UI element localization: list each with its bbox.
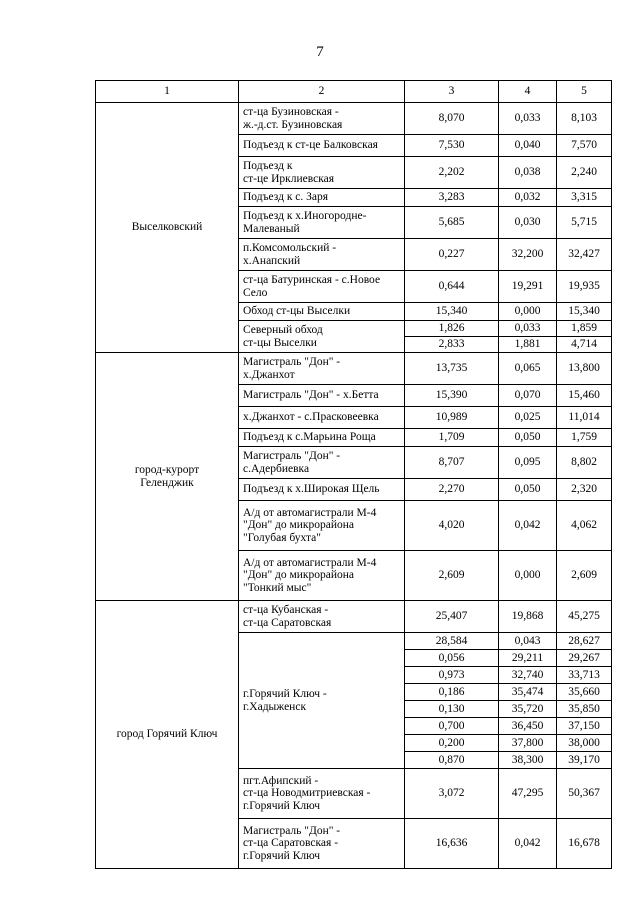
value-col-4: 32,740 <box>499 667 557 684</box>
header-col-2: 2 <box>239 81 405 103</box>
table-row <box>96 103 612 135</box>
road-name-cell: ст-ца Кубанская - ст-ца Саратовская <box>239 601 405 633</box>
value-col-4: 35,474 <box>499 684 557 701</box>
value-col-5: 3,315 <box>557 189 612 207</box>
value-col-4: 1,881 <box>499 337 557 353</box>
road-name-cell: Магистраль "Дон" - ст-ца Саратовская - г.Горячий Ключ <box>239 819 405 869</box>
value-col-5: 39,170 <box>557 752 612 769</box>
value-col-5: 2,240 <box>557 157 612 189</box>
value-col-5: 5,715 <box>557 207 612 239</box>
road-name-cell: Обход ст-цы Выселки <box>239 303 405 321</box>
value-col-3: 15,390 <box>405 385 499 407</box>
value-col-4: 0,032 <box>499 189 557 207</box>
value-col-3: 10,989 <box>405 407 499 429</box>
district-cell: город-курорт Геленджик <box>96 353 239 601</box>
district-cell: Выселковский <box>96 103 239 353</box>
value-col-4: 0,033 <box>499 103 557 135</box>
road-name-cell: х.Джанхот - с.Прасковеевка <box>239 407 405 429</box>
road-name-cell: ст-ца Бузиновская - ж.-д.ст. Бузиновская <box>239 103 405 135</box>
value-col-5: 13,800 <box>557 353 612 385</box>
value-col-4: 0,042 <box>499 819 557 869</box>
road-name-cell: Подъезд к х.Иногородне- Малеваный <box>239 207 405 239</box>
value-col-5: 15,340 <box>557 303 612 321</box>
value-col-5: 15,460 <box>557 385 612 407</box>
value-col-3: 2,202 <box>405 157 499 189</box>
value-col-4: 0,030 <box>499 207 557 239</box>
table-row <box>96 601 612 633</box>
road-name-cell: п.Комсомольский - х.Анапский <box>239 239 405 271</box>
value-col-5: 37,150 <box>557 718 612 735</box>
value-col-5: 8,103 <box>557 103 612 135</box>
value-col-4: 0,050 <box>499 429 557 447</box>
road-name-cell: Северный обход ст-цы Выселки <box>239 321 405 353</box>
value-col-3: 28,584 <box>405 633 499 650</box>
value-col-4: 38,300 <box>499 752 557 769</box>
road-name-cell: пгт.Афипский - ст-ца Новодмитриевская - г.Горячий Ключ <box>239 769 405 819</box>
value-col-4: 29,211 <box>499 650 557 667</box>
value-col-3: 5,685 <box>405 207 499 239</box>
value-col-5: 1,859 <box>557 321 612 337</box>
value-col-5: 33,713 <box>557 667 612 684</box>
value-col-4: 47,295 <box>499 769 557 819</box>
value-col-3: 1,826 <box>405 321 499 337</box>
value-col-5: 29,267 <box>557 650 612 667</box>
value-col-5: 45,275 <box>557 601 612 633</box>
value-col-5: 35,660 <box>557 684 612 701</box>
value-col-5: 2,320 <box>557 479 612 501</box>
value-col-3: 8,707 <box>405 447 499 479</box>
value-col-3: 2,270 <box>405 479 499 501</box>
road-name-cell: Подъезд к с.Марьина Роща <box>239 429 405 447</box>
value-col-4: 36,450 <box>499 718 557 735</box>
value-col-3: 0,700 <box>405 718 499 735</box>
value-col-4: 0,070 <box>499 385 557 407</box>
road-name-cell: Магистраль "Дон" - х.Бетта <box>239 385 405 407</box>
value-col-3: 7,530 <box>405 135 499 157</box>
road-name-cell: Подъезд к ст-це Балковская <box>239 135 405 157</box>
value-col-4: 0,042 <box>499 501 557 551</box>
value-col-5: 16,678 <box>557 819 612 869</box>
value-col-4: 0,025 <box>499 407 557 429</box>
road-name-cell: А/д от автомагистрали М-4 "Дон" до микрорайона "Тонкий мыс" <box>239 551 405 601</box>
value-col-5: 19,935 <box>557 271 612 303</box>
value-col-3: 4,020 <box>405 501 499 551</box>
value-col-3: 2,833 <box>405 337 499 353</box>
page-number: 7 <box>316 44 324 60</box>
value-col-3: 0,186 <box>405 684 499 701</box>
table-body <box>96 103 612 869</box>
value-col-4: 0,040 <box>499 135 557 157</box>
value-col-4: 32,200 <box>499 239 557 271</box>
value-col-3: 13,735 <box>405 353 499 385</box>
value-col-4: 37,800 <box>499 735 557 752</box>
district-cell: город Горячий Ключ <box>96 601 239 869</box>
value-col-4: 0,065 <box>499 353 557 385</box>
road-name-cell: А/д от автомагистрали М-4 "Дон" до микрорайона "Голубая бухта" <box>239 501 405 551</box>
value-col-3: 0,130 <box>405 701 499 718</box>
value-col-3: 25,407 <box>405 601 499 633</box>
value-col-5: 50,367 <box>557 769 612 819</box>
roads-table <box>95 80 612 869</box>
value-col-4: 0,000 <box>499 551 557 601</box>
road-name-cell: Подъезд к ст-це Ирклиевская <box>239 157 405 189</box>
value-col-3: 8,070 <box>405 103 499 135</box>
road-name-cell: г.Горячий Ключ - г.Хадыженск <box>239 633 405 769</box>
header-col-1: 1 <box>96 81 239 103</box>
value-col-4: 0,050 <box>499 479 557 501</box>
value-col-5: 2,609 <box>557 551 612 601</box>
value-col-5: 4,062 <box>557 501 612 551</box>
header-col-4: 4 <box>499 81 557 103</box>
value-col-3: 0,870 <box>405 752 499 769</box>
road-name-cell: Магистраль "Дон" - с.Адербиевка <box>239 447 405 479</box>
value-col-4: 0,095 <box>499 447 557 479</box>
value-col-3: 3,283 <box>405 189 499 207</box>
value-col-3: 0,227 <box>405 239 499 271</box>
table-row <box>96 353 612 385</box>
value-col-4: 0,033 <box>499 321 557 337</box>
value-col-5: 32,427 <box>557 239 612 271</box>
value-col-3: 0,644 <box>405 271 499 303</box>
header-row <box>96 81 612 103</box>
value-col-3: 15,340 <box>405 303 499 321</box>
value-col-5: 38,000 <box>557 735 612 752</box>
value-col-4: 0,043 <box>499 633 557 650</box>
road-name-cell: ст-ца Батуринская - с.Новое Село <box>239 271 405 303</box>
value-col-5: 4,714 <box>557 337 612 353</box>
road-name-cell: Подъезд к с. Заря <box>239 189 405 207</box>
value-col-3: 0,056 <box>405 650 499 667</box>
value-col-5: 35,850 <box>557 701 612 718</box>
value-col-4: 19,291 <box>499 271 557 303</box>
value-col-4: 35,720 <box>499 701 557 718</box>
road-name-cell: Подъезд к х.Широкая Щель <box>239 479 405 501</box>
value-col-3: 1,709 <box>405 429 499 447</box>
value-col-3: 0,200 <box>405 735 499 752</box>
header-col-3: 3 <box>405 81 499 103</box>
value-col-4: 19,868 <box>499 601 557 633</box>
value-col-3: 3,072 <box>405 769 499 819</box>
value-col-5: 28,627 <box>557 633 612 650</box>
value-col-5: 7,570 <box>557 135 612 157</box>
value-col-3: 2,609 <box>405 551 499 601</box>
value-col-4: 0,000 <box>499 303 557 321</box>
value-col-3: 0,973 <box>405 667 499 684</box>
value-col-5: 1,759 <box>557 429 612 447</box>
road-name-cell: Магистраль "Дон" - х.Джанхот <box>239 353 405 385</box>
value-col-3: 16,636 <box>405 819 499 869</box>
value-col-4: 0,038 <box>499 157 557 189</box>
value-col-5: 8,802 <box>557 447 612 479</box>
header-col-5: 5 <box>557 81 612 103</box>
value-col-5: 11,014 <box>557 407 612 429</box>
